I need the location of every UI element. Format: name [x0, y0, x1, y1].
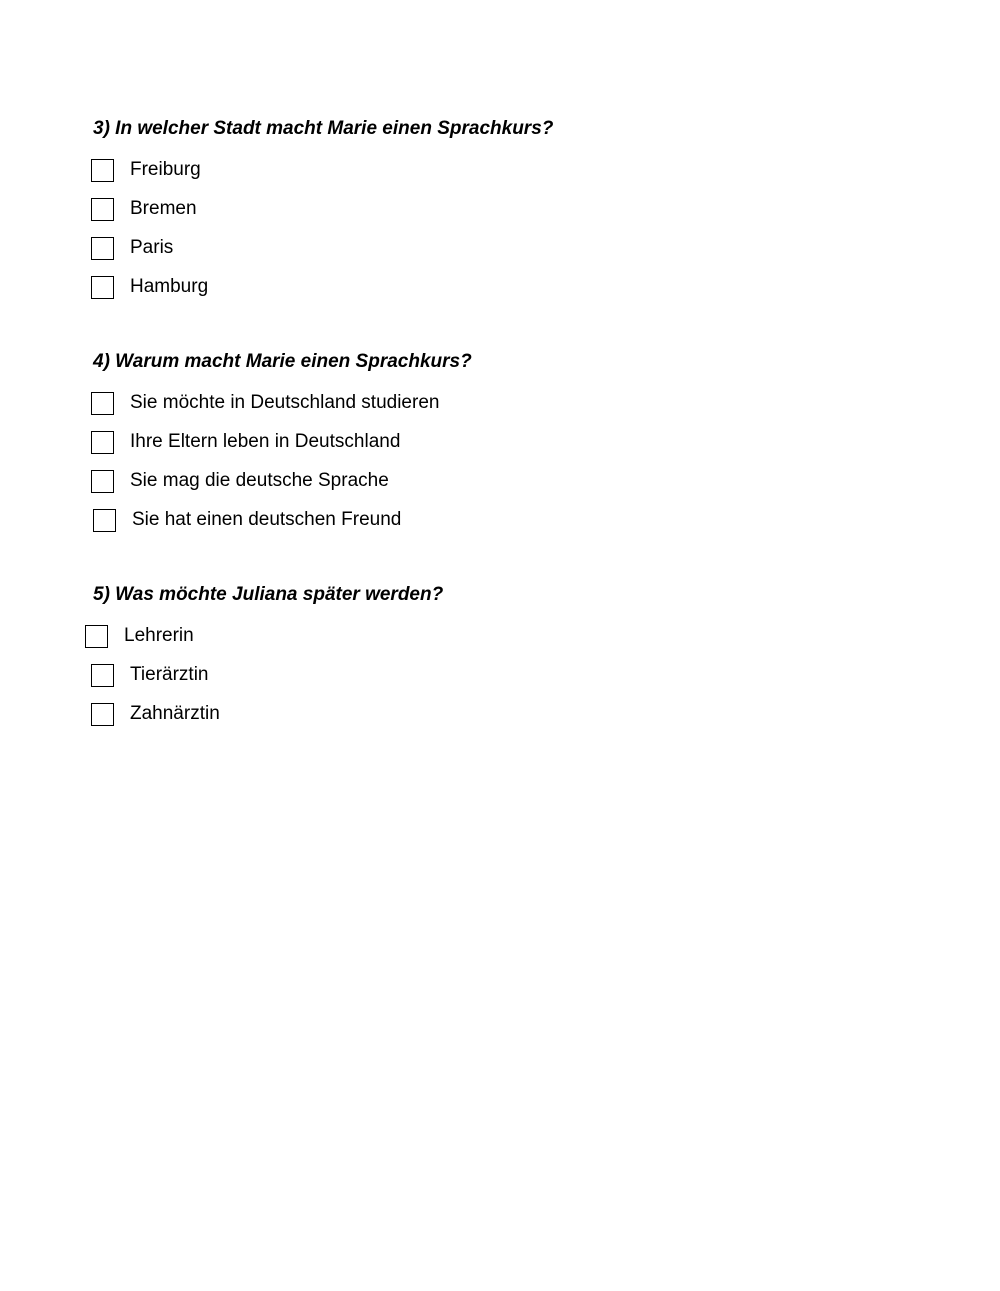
checkbox[interactable] [91, 431, 114, 454]
checkbox[interactable] [91, 703, 114, 726]
checkbox[interactable] [93, 509, 116, 532]
option-paris [91, 235, 173, 261]
checkbox[interactable] [91, 392, 114, 415]
option-lehrerin [85, 623, 194, 649]
checkbox[interactable] [91, 470, 114, 493]
option-label: Sie mag die deutsche Sprache [130, 470, 389, 491]
option-label: Sie möchte in Deutschland studieren [130, 392, 440, 413]
option-freund [93, 507, 401, 533]
checkbox[interactable] [91, 159, 114, 182]
option-label: Bremen [130, 198, 197, 219]
option-label: Ihre Eltern leben in Deutschland [130, 431, 401, 452]
checkbox[interactable] [91, 276, 114, 299]
option-label: Lehrerin [124, 625, 194, 646]
option-hamburg [91, 274, 208, 300]
question-4-title: 4) Warum macht Marie einen Sprachkurs? [93, 351, 472, 372]
option-label: Paris [130, 237, 174, 258]
option-freiburg [91, 157, 201, 183]
option-eltern [91, 429, 400, 455]
option-label: Tierärztin [130, 664, 209, 685]
option-sprache [91, 468, 389, 494]
option-tieraerztin [91, 662, 208, 688]
option-label: Hamburg [130, 276, 209, 297]
checkbox[interactable] [85, 625, 108, 648]
option-label: Freiburg [130, 159, 201, 180]
question-3-title: 3) In welcher Stadt macht Marie einen Sprachkurs? [93, 118, 554, 139]
checkbox[interactable] [91, 664, 114, 687]
option-label: Sie hat einen deutschen Freund [132, 509, 402, 530]
checkbox[interactable] [91, 237, 114, 260]
option-label: Zahnärztin [130, 703, 220, 724]
checkbox[interactable] [91, 198, 114, 221]
option-bremen [91, 196, 197, 222]
question-5-title: 5) Was möchte Juliana später werden? [93, 584, 444, 605]
option-zahnaerztin [91, 701, 220, 727]
option-studieren [91, 390, 439, 416]
